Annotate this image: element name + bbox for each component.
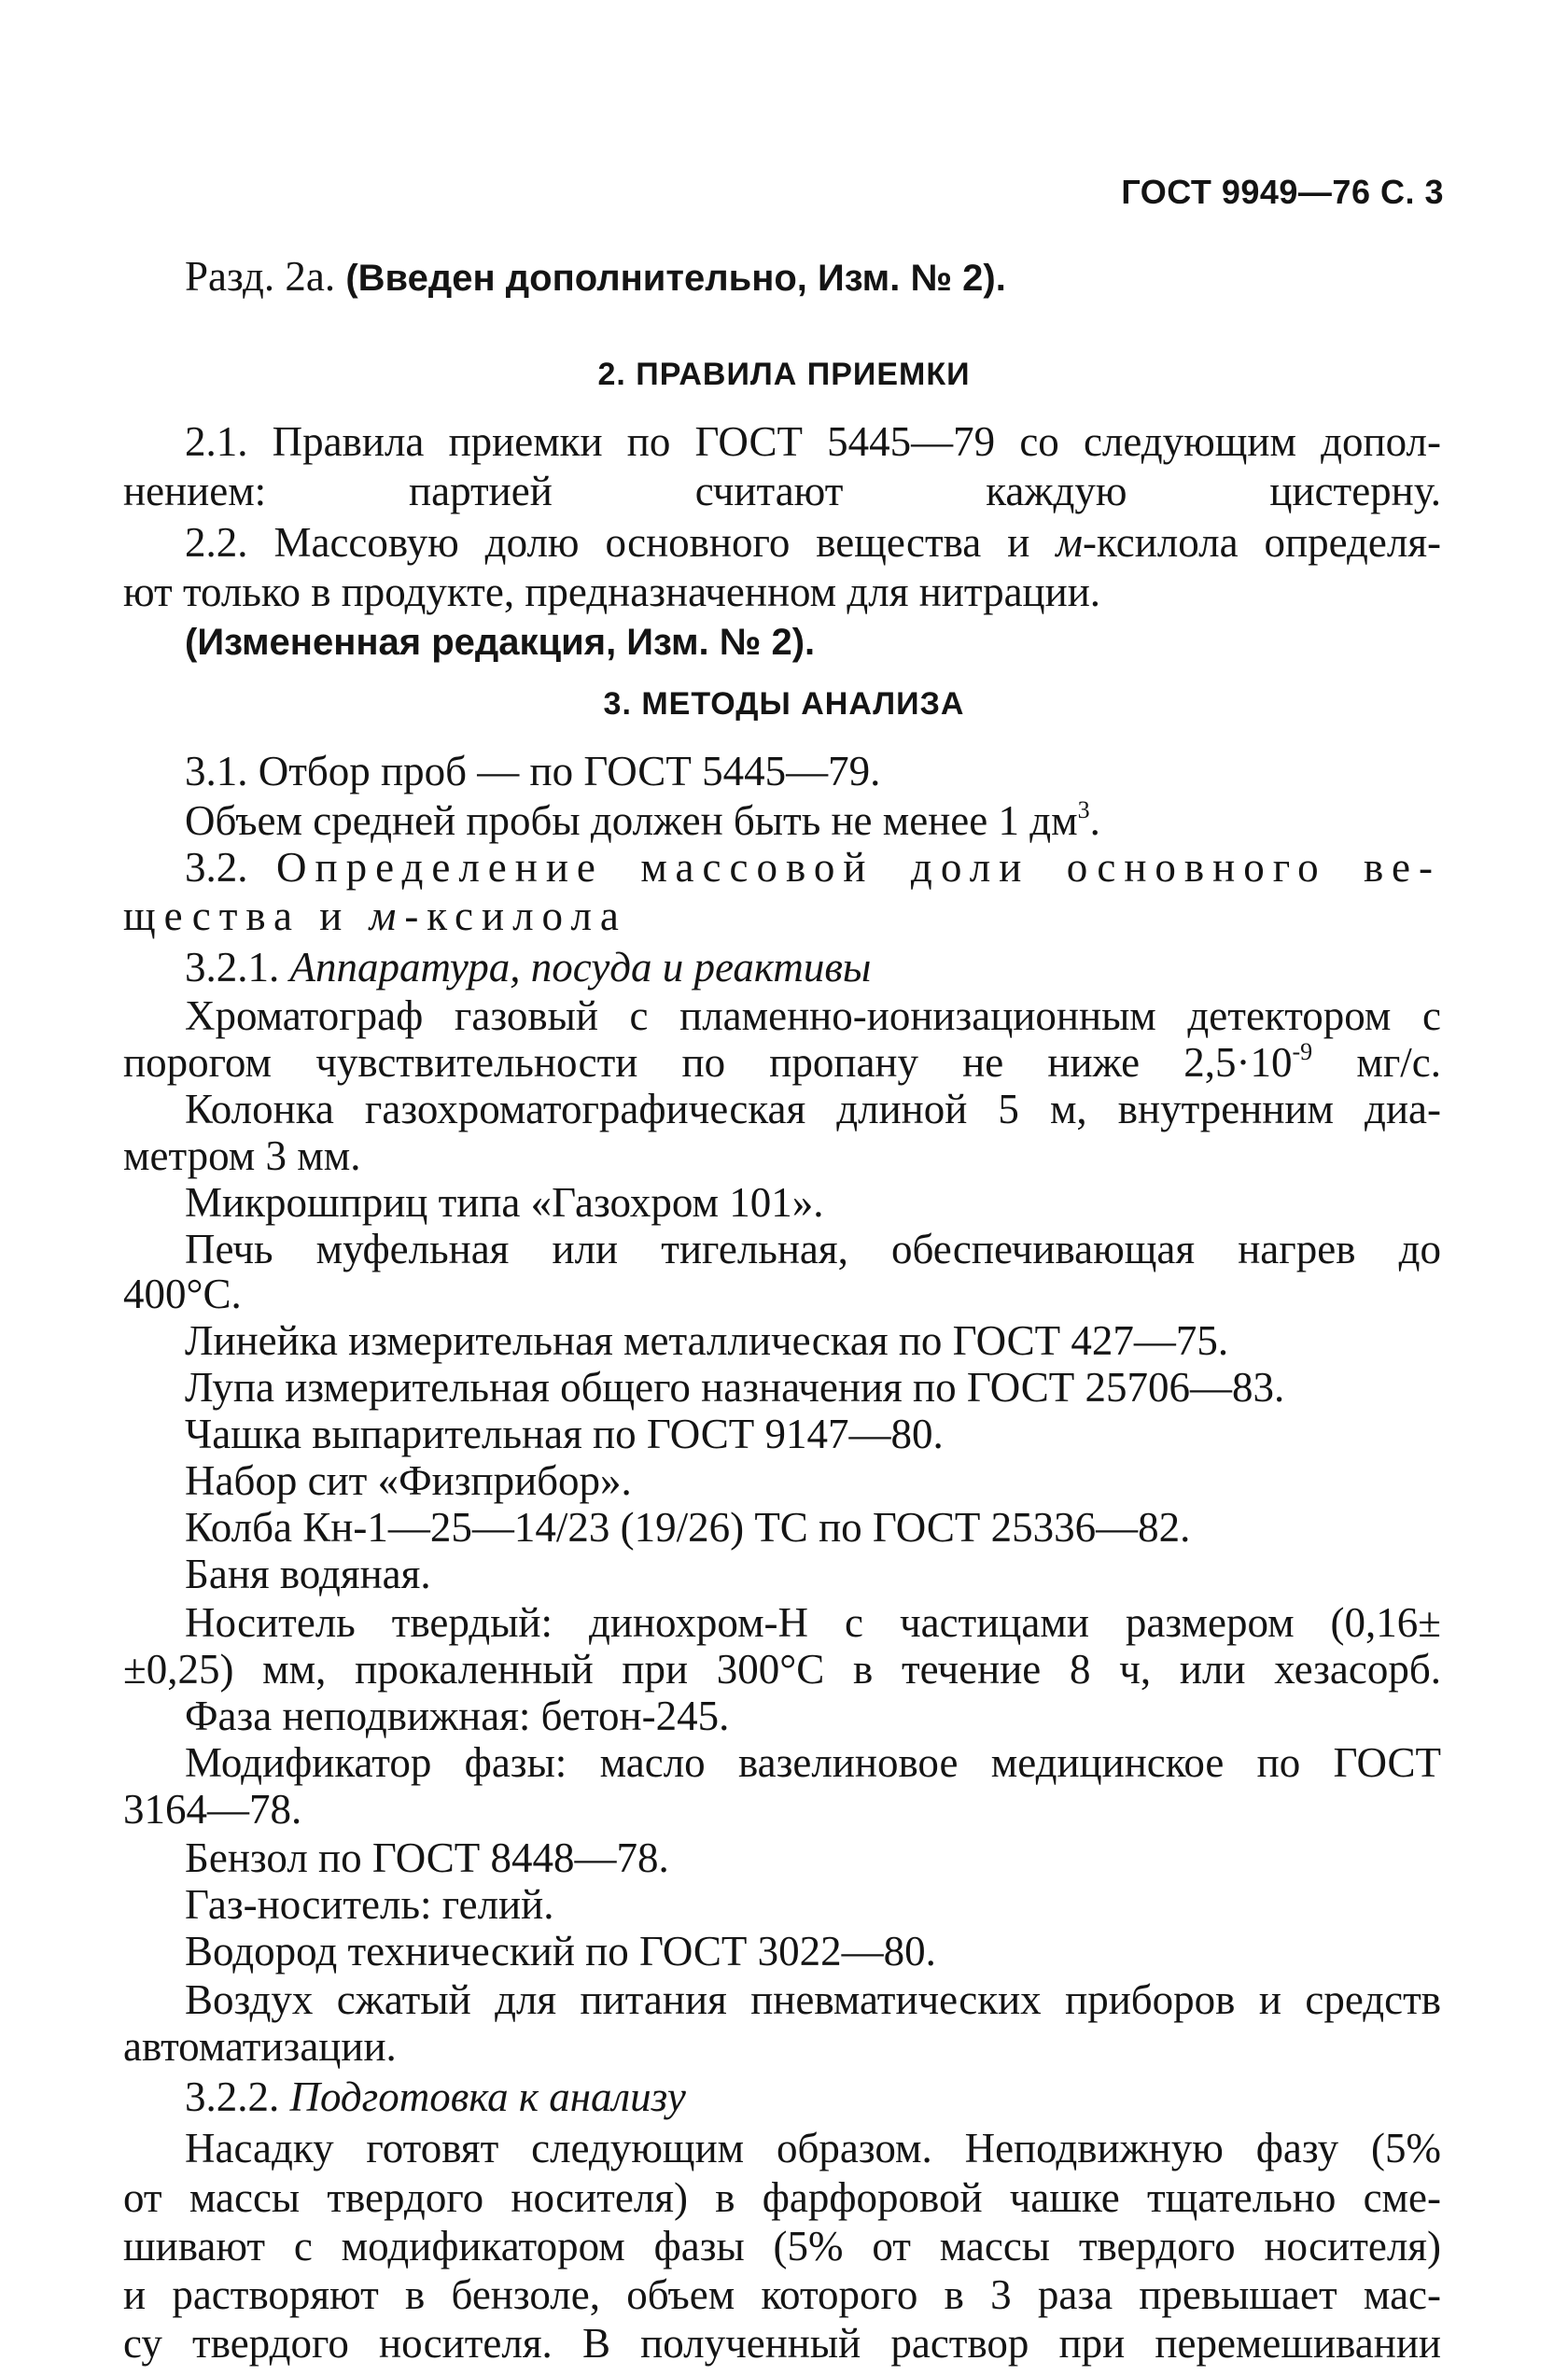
page-header: ГОСТ 9949—76 С. 3 [1121,173,1444,211]
intro-prefix: Разд. 2а. [185,253,346,300]
apparatus-line-04: метром 3 мм. [123,1132,361,1179]
apparatus-line-16: Фаза неподвижная: бетон-245. [185,1693,730,1739]
paragraph-3-2-line-2 [123,892,1441,940]
p32-spaced-title-1: Определение массовой доли основного ве- [275,844,1442,891]
paragraph-3-1-line-1: 3.1. Отбор проб — по ГОСТ 5445—79. [185,748,881,794]
preparation-line-1: Насадку готовят следующим образом. Неподвижную фазу (5% [185,2125,1441,2171]
paragraph-2-2-line-2: ют только в продукте, предназначенном для нитрации. [123,569,1101,615]
preparation-line-3: шивают с модификатором фазы (5% от массы твердого носителя) [123,2223,1441,2270]
apparatus-line-09: Лупа измерительная общего назначения по ГОСТ 25706—83. [185,1364,1285,1411]
paragraph-3-1-line-2 [185,796,1441,845]
app02-superscript: -9 [1292,1038,1313,1065]
paragraph-2-1-line-2: нением: партией считают каждую цистерну. [123,468,1441,514]
p32-number: 3.2. [185,844,276,891]
apparatus-line-05: Микрошприц типа «Газохром 101». [185,1179,824,1226]
amendment-note-text: (Измененная редакция, Изм. № 2). [185,622,816,663]
p31-superscript: 3 [1077,796,1090,823]
p22-text-a: 2.2. Массовую долю основного вещества и [185,519,1057,566]
p322-number: 3.2.2. [185,2073,290,2120]
apparatus-line-14: Носитель твердый: динохром-Н с частицами размером (0,16± [185,1599,1441,1646]
apparatus-line-08: Линейка измерительная металлическая по ГОСТ 427—75. [185,1317,1229,1364]
p32-text-b: -ксилола [404,892,627,939]
apparatus-line-07: 400°С. [123,1271,242,1317]
preparation-line-5: су твердого носителя. В полученный раствор при перемешивании [123,2320,1441,2367]
apparatus-line-10: Чашка выпарительная по ГОСТ 9147—80. [185,1411,944,1457]
app02-text-b: мг/с. [1312,1039,1441,1086]
p32-italic-m: м [369,892,405,939]
intro-note: (Введен дополнительно, Изм. № 2). [345,258,1006,299]
apparatus-line-03: Колонка газохроматографическая длиной 5 м, внутренним диа- [185,1086,1441,1132]
apparatus-line-01: Хроматограф газовый с пламенно-ионизационным детектором с [185,992,1441,1039]
p31-text: Объем средней пробы должен быть не менее 1 дм [185,797,1078,844]
p22-italic-m: м [1056,519,1083,566]
apparatus-line-18: 3164—78. [123,1786,302,1833]
preparation-line-4: и растворяют в бензоле, объем которого в 3 раза превышает мас- [123,2271,1441,2318]
intro-line [185,252,1441,302]
apparatus-line-11: Набор сит «Физприбор». [185,1457,632,1504]
p31-end: . [1089,797,1100,844]
preparation-line-2: от массы твердого носителя) в фарфоровой чашке тщательно сме- [123,2174,1441,2221]
p32-text-a: щества и [123,892,370,939]
section-3-title: 3. МЕТОДЫ АНАЛИЗА [603,686,965,722]
apparatus-line-13: Баня водяная. [185,1551,431,1597]
apparatus-line-06: Печь муфельная или тигельная, обеспечивающая нагрев до [185,1226,1441,1272]
paragraph-2-1-line-1: 2.1. Правила приемки по ГОСТ 5445—79 со следующим допол- [185,418,1441,465]
paragraph-2-2-line-1 [185,518,1441,567]
paragraph-3-2-line-1 [185,843,1441,892]
subsection-3-2-1-heading [185,943,1441,991]
subsection-3-2-2-heading [185,2073,1441,2121]
section-2-title: 2. ПРАВИЛА ПРИЕМКИ [597,357,971,392]
p22-text-b: -ксилола определя- [1083,519,1442,566]
apparatus-line-15: ±0,25) мм, прокаленный при 300°С в течение 8 ч, или хезасорб. [123,1646,1441,1693]
amendment-note [185,616,1441,667]
apparatus-line-12: Колба Кн-1—25—14/23 (19/26) ТС по ГОСТ 25336—82. [185,1504,1191,1551]
p322-title: Подготовка к анализу [289,2073,686,2120]
apparatus-line-17: Модификатор фазы: масло вазелиновое медицинское по ГОСТ [185,1739,1441,1786]
apparatus-line-23: автоматизации. [123,2023,397,2070]
apparatus-line-22: Воздух сжатый для питания пневматических приборов и средств [185,1976,1441,2023]
p321-title: Аппаратура, посуда и реактивы [289,944,872,991]
apparatus-line-19: Бензол по ГОСТ 8448—78. [185,1834,669,1881]
p321-number: 3.2.1. [185,944,290,991]
apparatus-line-02 [123,1038,1441,1087]
apparatus-line-20: Газ-носитель: гелий. [185,1881,554,1928]
apparatus-line-21: Водород технический по ГОСТ 3022—80. [185,1928,936,1974]
app02-text-a: порогом чувствительности по пропану не ниже 2,5·10 [123,1039,1293,1086]
